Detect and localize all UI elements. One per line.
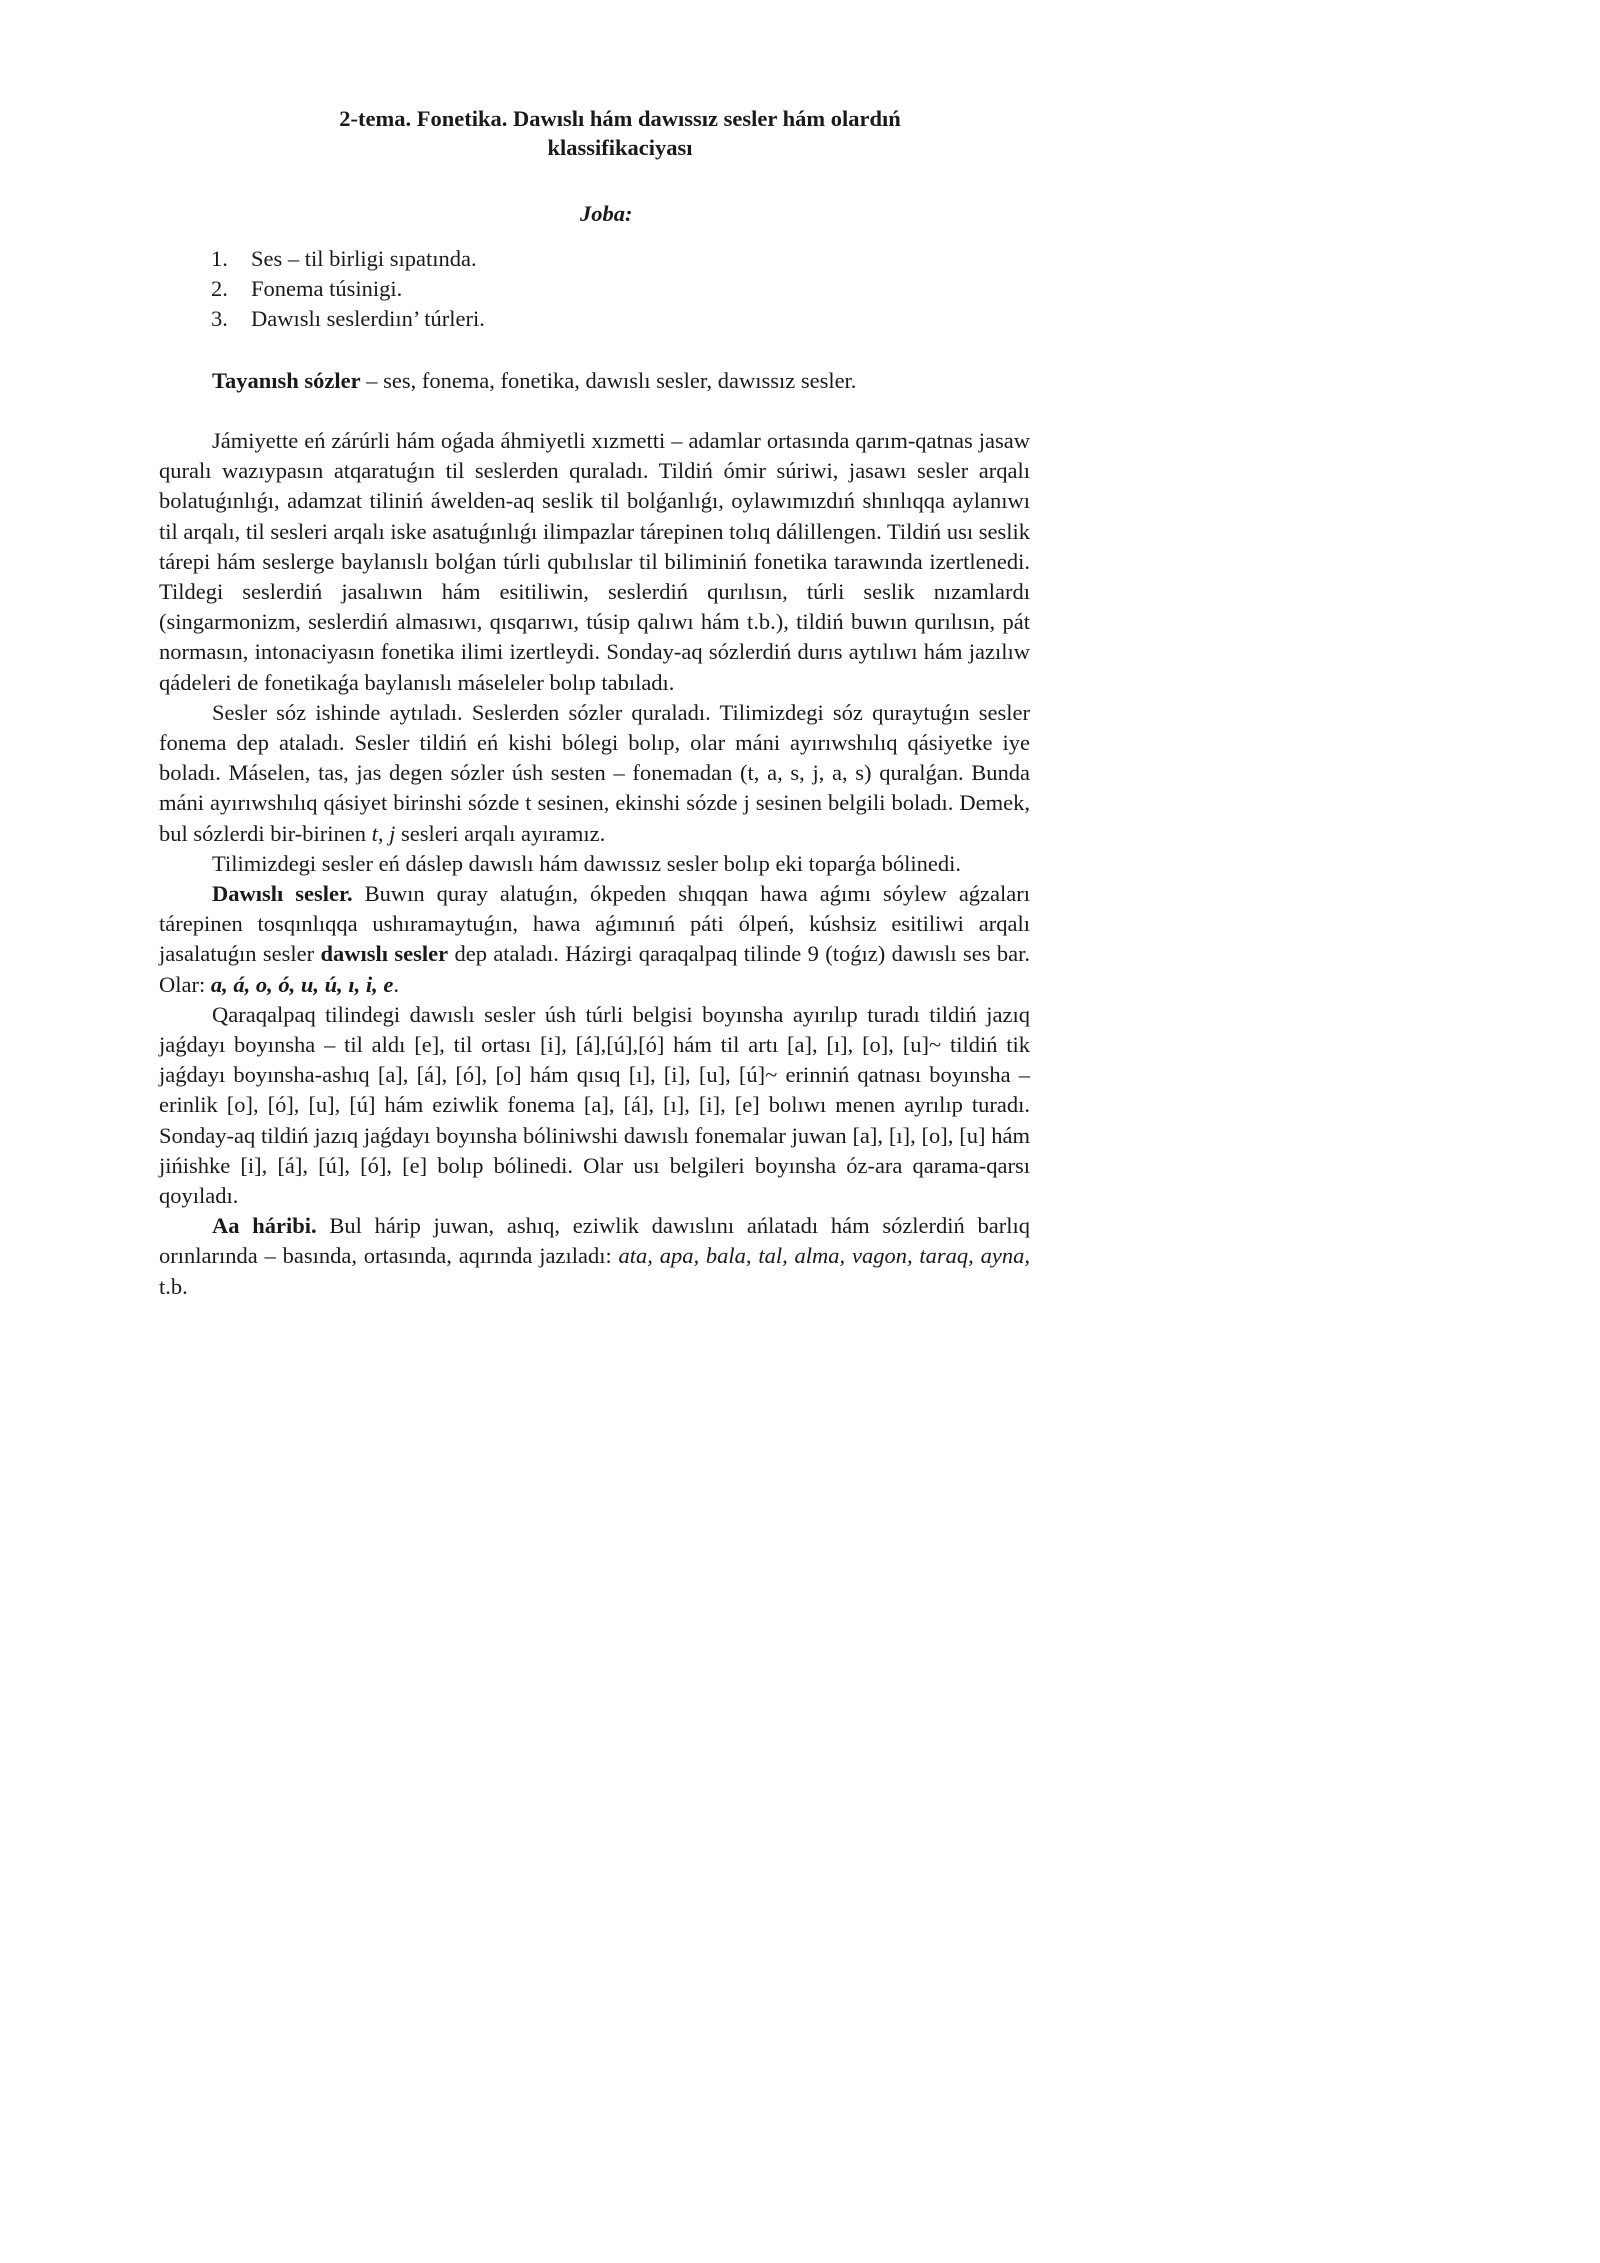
vowels-list: a, á, o, ó, u, ú, ı, i, e <box>210 971 394 997</box>
document-page <box>0 0 1100 1556</box>
body-text <box>159 426 1030 1302</box>
vowels-term: dawıslı sesler <box>320 941 449 967</box>
paragraph-groups: Tilimizdegi sesler eń dáslep dawıslı hám dawıssız sesler bolıp eki toparǵa bólinedi. <box>212 850 962 876</box>
plan-list <box>211 244 485 334</box>
vowels-text-end: . <box>393 971 400 997</box>
letter-a-end: t.b. <box>159 1273 188 1299</box>
title-line-1: 2-tema. Fonetika. Dawıslı hám dawıssız sesler hám olardıń <box>339 106 901 131</box>
paragraph-phonemes-italic: t, j <box>371 820 396 846</box>
keywords-label: Tayanısh sózler <box>212 368 361 393</box>
paragraph-intro: Jámiyette eń zárúrli hám oǵada áhmiyetli xızmetti – adamlar ortasında qarım-qatnas jasaw quralı wazıypasın atqaratuǵın til seslerden quraladı. Tildiń ómir súriwi, jasawı sesler arqalı bolatuǵınlıǵı, adamzat tiliniń áwelden-aq seslik til bolǵanlıǵı, oylawımızdıń shınlıqqa aylanıwı til arqalı, til sesleri arqalı iske asatuǵınlıǵı ilimpazlar tárepinen tolıq dálillengen. Tildiń usı seslik tárepi hám seslerge baylanıslı bolǵan túrli qubılıslar til biliminiń fonetika tarawında izertlenedi. Tildegi seslerdiń jasalıwın hám esitiliwin, seslerdiń qurılısın, túrli seslik nızamlardı (singarmonizm, seslerdiń almasıwı, qısqarıwı, túsip qalıwı hám t.b.), tildiń buwın qurılısın, pát normasın, intonaciyasın fonetika ilimi izertleydi. Sonday-aq sózlerdiń durıs aytılıwı hám jazılıw qádeleri de fonetikaǵa baylanıslı máseleler bolıp tabıladı. <box>159 428 1030 695</box>
paragraph-phonemes <box>159 698 1030 849</box>
keywords-line <box>212 366 1032 396</box>
paragraph-phonemes-end: sesleri arqalı ayıramız. <box>395 820 606 846</box>
keywords-text: – ses, fonema, fonetika, dawıslı sesler, dawıssız sesler. <box>360 368 857 393</box>
plan-label: Joba: <box>580 201 633 226</box>
vowels-text-mid: dep ataladı. Házirgi qaraqalpaq tilinde 9 (toǵız) dawıslı ses bar. Olar: <box>159 941 1030 997</box>
paragraph-classification: Qaraqalpaq tilindegi dawıslı sesler úsh túrli belgisi boyınsha ayırılıp turadı tildiń jazıq jaǵdayı boyınsha – til aldı [e], til ortası [i], [á],[ú],[ó] hám til artı [a], [ı], [o], [u]~ tildiń tik jaǵdayı boyınsha-ashıq [a], [á], [ó], [o] hám qısıq [ı], [i], [u], [ú]~ erinniń qatnası boyınsha – erinlik [o], [ó], [u], [ú] hám eziwlik fonema [a], [á], [ı], [i], [e] bolıwı menen ayrılıp turadı. Sonday-aq tildiń jazıq jaǵdayı boyınsha bóliniwshi dawıslı fonemalar juwan [a], [ı], [o], [u] hám jińishke [i], [á], [ú], [ó], [e] bolıp bólinedi. Olar usı belgileri boyınsha óz-ara qarama-qarsı qoyıladı. <box>159 1001 1030 1209</box>
plan-item-number: 3. <box>211 306 228 331</box>
plan-item <box>211 244 485 274</box>
plan-item-number: 2. <box>211 276 228 301</box>
plan-item <box>211 274 485 304</box>
paragraph-vowels <box>159 879 1030 1000</box>
letter-a-examples: ata, apa, bala, tal, alma, vagon, taraq, ayna, <box>618 1243 1030 1269</box>
plan-item-text: Dawıslı seslerdiın’ túrleri. <box>251 306 485 331</box>
plan-item <box>211 304 485 334</box>
letter-a-text: Bul hárip juwan, ashıq, eziwlik dawıslını ańlatadı hám sózlerdiń barlıq orınlarında – basında, ortasında, aqırında jazıladı: <box>159 1213 1030 1269</box>
paragraph-letter-a <box>159 1211 1030 1302</box>
plan-item-number: 1. <box>211 246 228 271</box>
plan-item-text: Ses – til birligi sıpatında. <box>251 246 477 271</box>
title-line-2: klassifikaciyası <box>547 135 693 160</box>
paragraph-phonemes-text: Sesler sóz ishinde aytıladı. Seslerden sózler quraladı. Tilimizdegi sóz quraytuǵın sesler fonema dep ataladı. Sesler tildiń eń kishi bólegi bolıp, olar máni ayırıwshılıq qásiyetke iye boladı. Máselen, tas, jas degen sózler úsh sesten – fonemadan (t, a, s, j, a, s) quralǵan. Bunda máni ayırıwshılıq qásiyet birinshi sózde t sesinen, ekinshi sózde j sesinen belgili boladı. Demek, bul sózlerdi bir-birinen <box>159 699 1030 846</box>
vowels-text: Buwın quray alatuǵın, ókpeden shıqqan hawa aǵımı sóylew aǵzaları tárepinen tosqınlıqqa ushıramaytuǵın, hawa aǵımınıń páti ólpeń, kúshsiz esitiliwi arqalı jasalatuǵın sesler <box>159 881 1031 967</box>
plan-item-text: Fonema túsinigi. <box>251 276 403 301</box>
document-title <box>240 104 1000 162</box>
letter-a-heading: Aa háribi. <box>212 1213 317 1239</box>
vowels-heading: Dawıslı sesler. <box>212 881 353 907</box>
